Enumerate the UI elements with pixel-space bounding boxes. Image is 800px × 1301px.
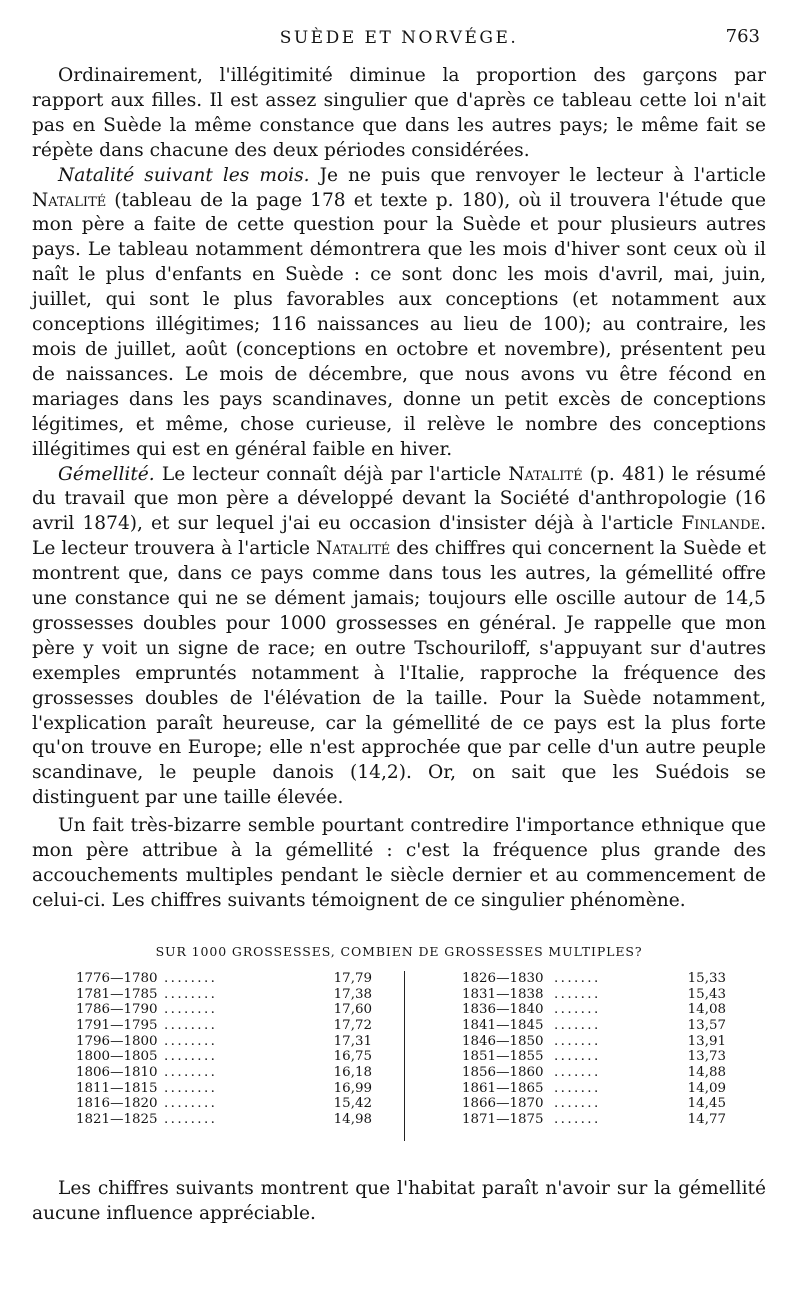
value-label: 15,42 xyxy=(333,1096,372,1112)
dot-leader: ....... xyxy=(554,970,601,986)
paragraph-text: . Le lecteur trouvera à l'article xyxy=(32,513,766,560)
page-header xyxy=(32,22,766,50)
value-label: 14,45 xyxy=(687,1096,726,1112)
value-label: 14,08 xyxy=(687,1002,726,1018)
dot-leader: ....... xyxy=(554,1064,601,1080)
dot-leader: ........ xyxy=(164,1112,218,1127)
section-lead-gemellite: Gémellité. xyxy=(58,463,155,485)
period-label: 1846—1850 xyxy=(462,1033,544,1049)
paragraph-text: Ordinairement, l'illégitimité diminue la proportion des garçons par rapport aux filles. Il est assez singulier que d'après ce tableau cette loi n'ait pas en Suède la même constance que dans les autres pays; le même fait se répète dans chacune des deux périodes considérées. xyxy=(32,65,766,161)
value-label: 17,72 xyxy=(333,1017,372,1033)
period-label: 1806—1810 xyxy=(76,1064,158,1080)
twin-rate-table xyxy=(32,971,766,1143)
period-label: 1821—1825 xyxy=(76,1112,158,1127)
period-label: 1841—1845 xyxy=(462,1017,544,1033)
period-label: 1826—1830 xyxy=(462,970,544,986)
value-label: 17,79 xyxy=(333,970,372,986)
table-row xyxy=(76,1002,372,1018)
running-title: SUÈDE ET NORVÉGE. xyxy=(279,28,519,48)
table-title: SUR 1000 GROSSESSES, COMBIEN DE GROSSESSES MULTIPLES? xyxy=(155,943,643,959)
paragraph-text: des chiffres qui concernent la Suède et montrent que, dans ce pays comme dans tous les autres, la gémellité offre une constance qui ne se dément jamais; toujours elle oscille autour de 14,5 grossesses doubles pour 1000 grossesses en général. Je rappelle que mon père y voit un signe de race; en outre Tschouriloff, s'appuyant sur d'autres exemples empruntés notamment à l'Italie, rapproche la fréquence des grossesses doubles de l'élévation de la taille. Pour la Suède notamment, l'explication paraît heureuse, car la gémellité de ce pays est la plus forte qu'on trouve en Europe; elle n'est approchée que par celle d'un autre peuple scandinave, le peuple danois (14,2). Or, on sait que les Suédois se distinguent par une taille élevée. xyxy=(32,538,766,809)
dot-leader: ........ xyxy=(164,986,218,1002)
table-row xyxy=(462,1049,726,1065)
paragraph-text: Le lecteur connaît déjà par l'article xyxy=(154,463,509,485)
period-label: 1871—1875 xyxy=(462,1112,544,1127)
cross-reference: Natalité xyxy=(32,189,107,211)
period-label: 1856—1860 xyxy=(462,1064,544,1080)
value-label: 14,77 xyxy=(687,1112,726,1127)
period-label: 1781—1785 xyxy=(76,986,158,1002)
period-label: 1851—1855 xyxy=(462,1049,544,1065)
paragraph-natalite-mois xyxy=(32,164,766,463)
cross-reference: Natalité xyxy=(316,538,391,560)
table-row xyxy=(76,971,372,987)
dot-leader: ........ xyxy=(164,1033,218,1049)
body-text xyxy=(32,64,766,914)
table-row xyxy=(76,1096,372,1112)
table-row xyxy=(462,1096,726,1112)
period-label: 1786—1790 xyxy=(76,1002,158,1018)
dot-leader: ........ xyxy=(164,970,218,986)
cross-reference: Natalité xyxy=(508,463,583,485)
dot-leader: ........ xyxy=(164,1096,218,1112)
dot-leader: ....... xyxy=(554,1080,601,1096)
dot-leader: ....... xyxy=(554,1002,601,1018)
value-label: 15,43 xyxy=(687,986,726,1002)
cross-reference: Finlande xyxy=(681,513,761,535)
column-divider xyxy=(404,971,405,1141)
dot-leader: ........ xyxy=(164,1080,218,1096)
dot-leader: ....... xyxy=(554,1049,601,1065)
table-row xyxy=(462,987,726,1003)
table-row xyxy=(76,987,372,1003)
section-lead-natalite-mois: Natalité suivant les mois. xyxy=(58,164,310,186)
dot-leader: ....... xyxy=(554,1033,601,1049)
value-label: 13,73 xyxy=(687,1049,726,1065)
value-label: 15,33 xyxy=(687,970,726,986)
table-column-right xyxy=(462,971,726,1128)
table-row xyxy=(462,1112,726,1128)
table-row xyxy=(462,971,726,987)
table-row xyxy=(462,1018,726,1034)
table-row xyxy=(76,1065,372,1081)
value-label: 16,99 xyxy=(333,1080,372,1096)
value-label: 16,18 xyxy=(333,1064,372,1080)
paragraph-text: Les chiffres suivants montrent que l'habitat paraît n'avoir sur la gémellité aucune influence appréciable. xyxy=(32,1177,766,1224)
value-label: 13,91 xyxy=(687,1033,726,1049)
period-label: 1816—1820 xyxy=(76,1096,158,1112)
value-label: 17,60 xyxy=(333,1002,372,1018)
table-row xyxy=(76,1034,372,1050)
period-label: 1811—1815 xyxy=(76,1080,158,1096)
table-row xyxy=(76,1112,372,1128)
book-page xyxy=(32,22,766,1227)
period-label: 1791—1795 xyxy=(76,1017,158,1033)
paragraph-fait-bizarre xyxy=(32,814,766,914)
period-label: 1866—1870 xyxy=(462,1096,544,1112)
table-row xyxy=(76,1049,372,1065)
page-number: 763 xyxy=(725,26,760,47)
period-label: 1836—1840 xyxy=(462,1002,544,1018)
dot-leader: ....... xyxy=(554,1112,601,1127)
value-label: 17,31 xyxy=(333,1033,372,1049)
dot-leader: ........ xyxy=(164,1017,218,1033)
period-label: 1831—1838 xyxy=(462,986,544,1002)
value-label: 13,57 xyxy=(687,1017,726,1033)
dot-leader: ........ xyxy=(164,1064,218,1080)
dot-leader: ....... xyxy=(554,1096,601,1112)
paragraph-text: Un fait très-bizarre semble pourtant contredire l'importance ethnique que mon père attribue à la gémellité : c'est la fréquence plus grande des accouchements multiples pendant le siècle dernier et au commencement de celui-ci. Les chiffres suivants témoignent de ce singulier phénomène. xyxy=(32,815,766,911)
table-row xyxy=(462,1065,726,1081)
paragraph-text: (tableau de la page 178 et texte p. 180), où il trouvera l'étude que mon père a faite de cette question pour la Suède et pour plusieurs autres pays. Le tableau notamment démontrera que les mois d'hiver sont ceux où il naît le plus d'enfants en Suède : ce sont donc les mois d'avril, mai, juin, juillet, qui sont le plus favorables aux conceptions (et notamment aux conceptions illégitimes; 116 naissances au lieu de 100); au contraire, les mois de juillet, août (conceptions en octobre et novembre), présentent peu de naissances. Le mois de décembre, que nous avons vu être fécond en mariages dans les pays scandinaves, donne un petit excès de conceptions légitimes, et même, chose curieuse, il relève le nombre des conceptions illégitimes qui est en général faible en hiver. xyxy=(32,189,766,460)
dot-leader: ....... xyxy=(554,986,601,1002)
value-label: 14,88 xyxy=(687,1064,726,1080)
table-row xyxy=(462,1081,726,1097)
paragraph-text: Je ne puis que renvoyer le lecteur à l'article xyxy=(309,164,766,186)
table-column-left xyxy=(76,971,372,1128)
paragraph-gemellite xyxy=(32,463,766,812)
table-row xyxy=(76,1018,372,1034)
value-label: 14,98 xyxy=(333,1112,372,1127)
table-row xyxy=(462,1034,726,1050)
dot-leader: ........ xyxy=(164,1002,218,1018)
paragraph-closing xyxy=(32,1177,766,1227)
paragraph-text: (p. 481) le résumé du travail que mon père a développé devant la Société d'anthropologie (16 avril 1874), et sur lequel j'ai eu occasion d'insister déjà à l'article xyxy=(32,463,766,535)
value-label: 16,75 xyxy=(333,1049,372,1065)
paragraph-illegitimacy xyxy=(32,64,766,164)
dot-leader: ........ xyxy=(164,1049,218,1065)
table-row xyxy=(462,1002,726,1018)
value-label: 17,38 xyxy=(333,986,372,1002)
period-label: 1776—1780 xyxy=(76,970,158,986)
dot-leader: ....... xyxy=(554,1017,601,1033)
period-label: 1796—1800 xyxy=(76,1033,158,1049)
period-label: 1800—1805 xyxy=(76,1049,158,1065)
value-label: 14,09 xyxy=(687,1080,726,1096)
period-label: 1861—1865 xyxy=(462,1080,544,1096)
table-row xyxy=(76,1081,372,1097)
